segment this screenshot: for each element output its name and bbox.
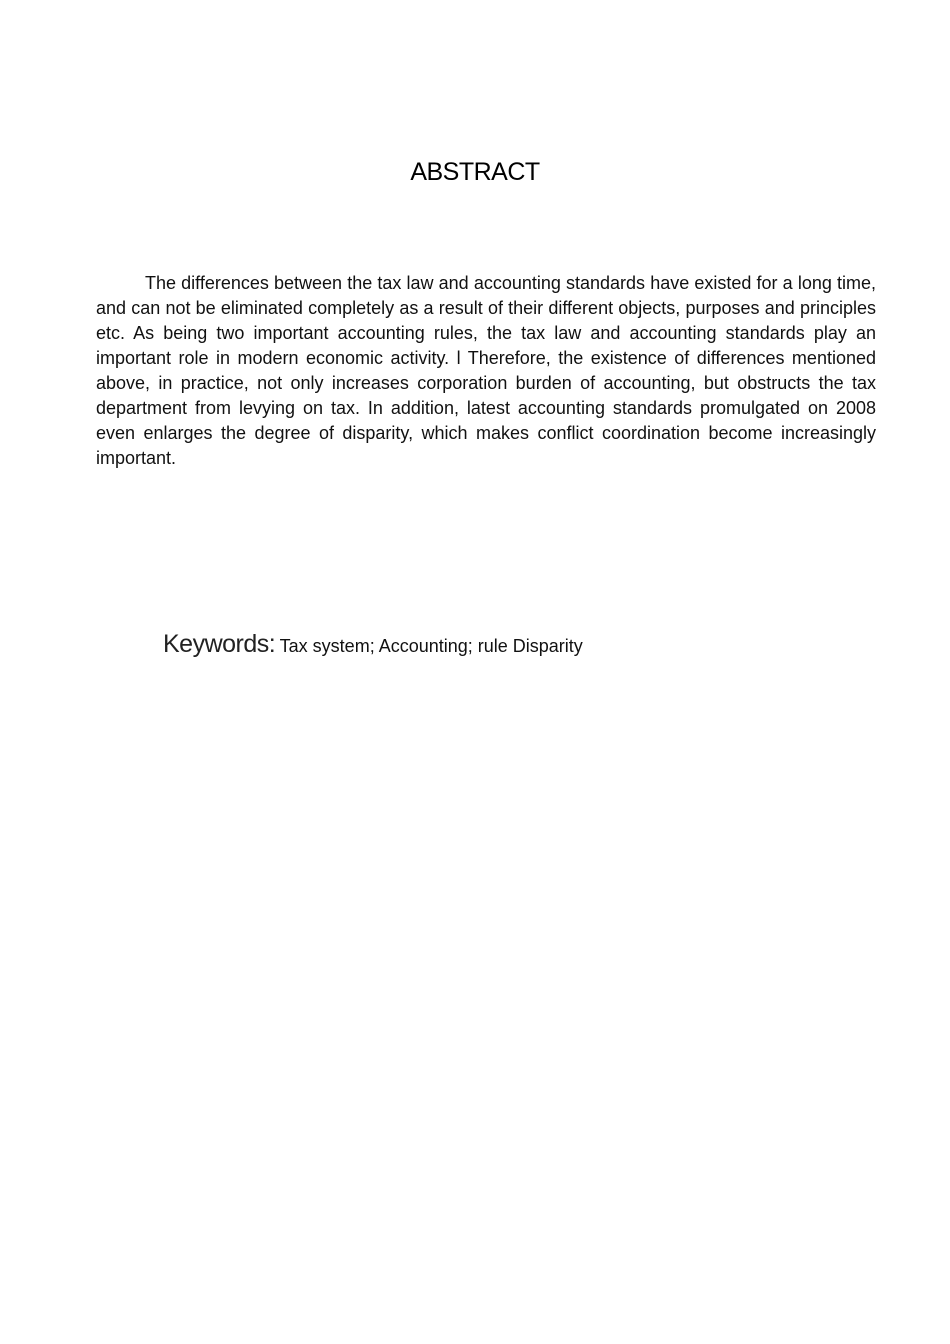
keywords-label: Keywords:: [163, 630, 276, 658]
abstract-title: ABSTRACT: [410, 158, 540, 186]
keywords-list: Tax system; Accounting; rule Disparity: [279, 636, 583, 656]
abstract-paragraph: The differences between the tax law and accounting standards have existed for a long time, and can not be eliminated completely as a result of their different objects, purposes and principles etc. As being two important accounting rules, the tax law and accounting standards play an important role in modern economic activity. l Therefore, the existence of differences mentioned above, in practice, not only increases corporation burden of accounting, but obstructs the tax department from levying on tax. In addition, latest accounting standards promulgated on 2008 even enlarges the degree of disparity, which makes conflict coordination become increasingly important.: [96, 273, 876, 468]
keywords-line: [163, 630, 863, 659]
